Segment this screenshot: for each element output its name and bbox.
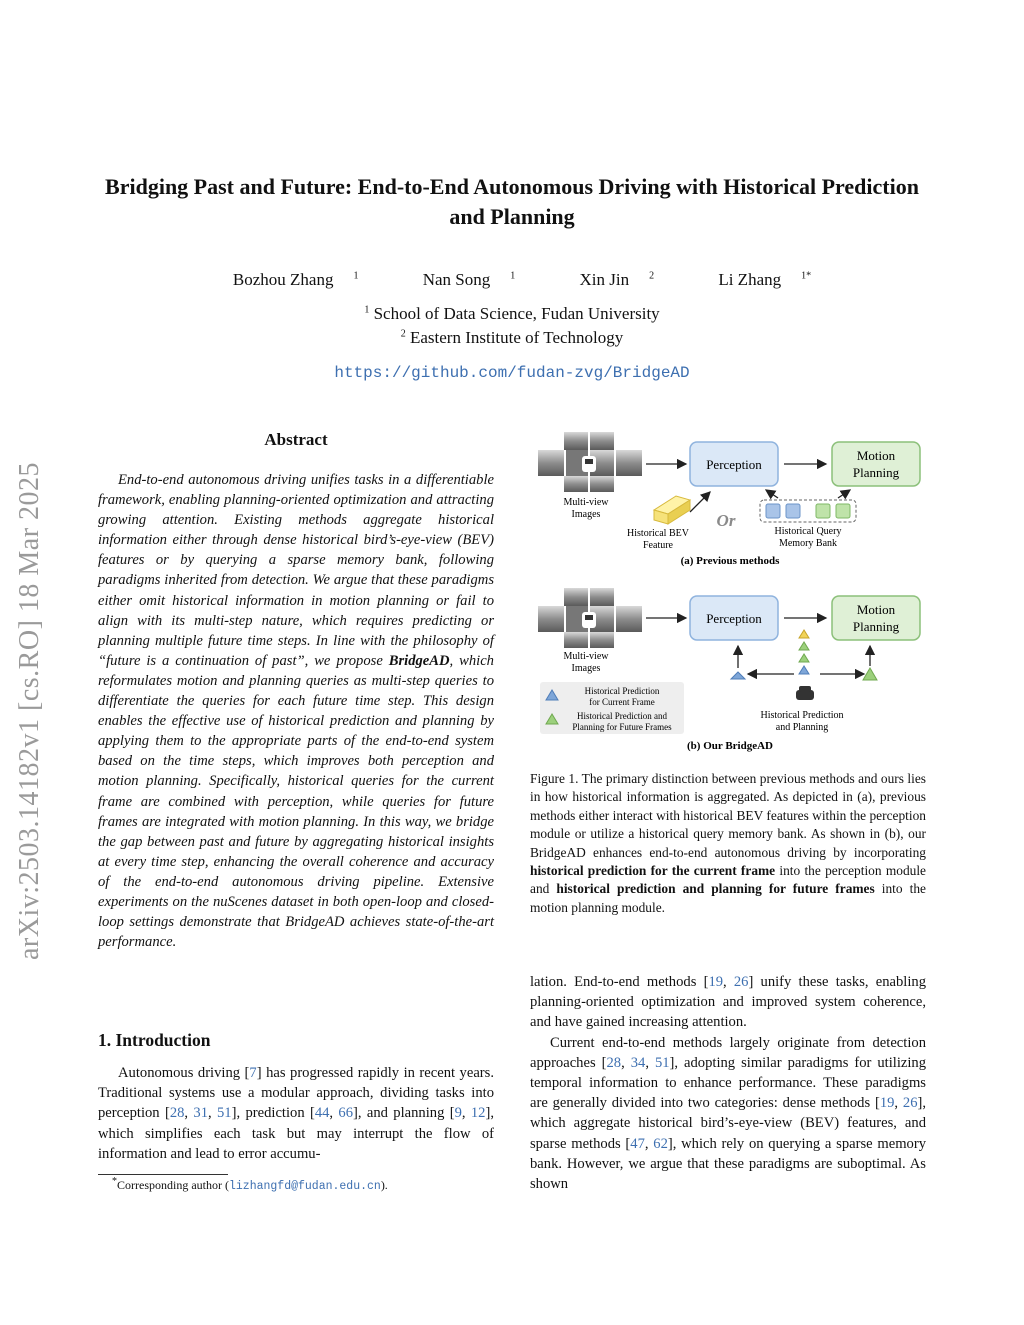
- legend-label: Historical Prediction: [584, 686, 660, 696]
- email-link[interactable]: lizhangfd@fudan.edu.cn: [228, 1180, 381, 1193]
- car-icon: [796, 686, 814, 700]
- paper-title: Bridging Past and Future: End-to-End Autonomous Driving with Historical Prediction and Planning: [105, 174, 919, 229]
- author: Bozhou Zhang $^1$: [232, 270, 359, 289]
- perception-label: Perception: [706, 457, 762, 472]
- memory-bank-label: Memory Bank: [778, 538, 838, 549]
- citation-link[interactable]: 28: [606, 1054, 622, 1071]
- citation-link[interactable]: 9: [454, 1105, 462, 1122]
- legend-label: Planning for Future Frames: [572, 722, 672, 732]
- citation-link[interactable]: 47: [630, 1135, 645, 1152]
- footnote: *Corresponding author (lizhangfd@fudan.edu.cn).: [112, 1176, 388, 1193]
- perception-label: Perception: [706, 611, 762, 626]
- multiview-images-icon: [538, 588, 642, 648]
- arxiv-stamp: arXiv:2503.14182v1 [cs.RO] 18 Mar 2025: [14, 461, 45, 960]
- citation-link[interactable]: 51: [654, 1054, 670, 1071]
- author: Nan Song $^1$: [422, 270, 516, 289]
- bev-label: Feature: [643, 540, 673, 551]
- citation-link[interactable]: 62: [653, 1135, 668, 1152]
- subfigure-a-label: (a) Previous methods: [680, 555, 780, 567]
- repo-link[interactable]: https://github.com/fudan-zvg/BridgeAD: [334, 364, 690, 382]
- footnote-rule: [98, 1174, 228, 1175]
- right-column-text: lation. End-to-end methods [19, 26] unify these tasks, enabling planning-oriented optimization and improved system coherence, and have gained increasing attention. Current end-to-end methods largely originate from detection approaches [28, 34, 51], adopting similar paradigms for utilizing temporal information to enhance performance. These paradigms are generally divided into two categories: dense methods [19, 26], which aggregate historical bird’s-eye-view (BEV) features, and sparse methods [47, 62], which rely on querying a sparse memory bank. However, we argue that these paradigms are suboptimal. As shown: [530, 974, 927, 1193]
- citation-link[interactable]: 34: [630, 1054, 646, 1071]
- motion-planning-label: Planning: [852, 619, 900, 634]
- citation-link[interactable]: 26: [902, 1095, 918, 1112]
- figure-caption: Figure 1. The primary distinction between previous methods and ours lies in how historical information is aggregated. As depicted in (a), previous methods either interact with historical BEV features within the perception module or utilize a historical query memory bank. As shown in (b), our BridgeAD enhances end-to-end autonomous driving by incorporating historical prediction for the current frame into the perception module and historical prediction and planning for future frames into the motion planning module.: [530, 771, 926, 915]
- citation-link[interactable]: 28: [169, 1105, 185, 1122]
- motion-planning-label: Planning: [852, 465, 900, 480]
- multiview-label: Images: [571, 663, 601, 674]
- hist-pred-label: Historical Prediction: [760, 710, 844, 721]
- bev-label: Historical BEV: [627, 528, 689, 539]
- memory-bank-label: Historical Query: [774, 526, 842, 537]
- multiview-label: Images: [571, 509, 601, 520]
- triangle-stack-icon: [799, 630, 809, 674]
- multiview-label: Multi-view: [563, 497, 609, 508]
- section-heading: 1. Introduction: [98, 1030, 211, 1050]
- abstract-body: End-to-end autonomous driving unifies tasks in a differentiable framework, enabling planning-oriented optimization and attracting growing attention. Existing methods aggregate historical information either through dense historical bird’s-eye-view (BEV) features or by querying a sparse memory bank, following paradigms inherited from detection. We argue that these paradigms either omit historical information in motion planning or fail to align with its multi-step nature, which requires predicting or planning multiple future time steps. In line with the philosophy of “future is a continuation of past”, we propose BridgeAD, which reformulates motion and planning queries as multi-step queries to differentiate the queries for each future time step. This design enables the effective use of historical prediction and planning by applying them to the appropriate parts of the end-to-end system based on the time steps, which improves both perception and motion planning. Specifically, historical queries for the current frame are combined with perception, while queries for future frames are integrated with motion planning. In this way, we bridge the gap between past and future by aggregating historical insights at every time step, enhancing the overall coherence and accuracy of the end-to-end autonomous driving pipeline. Extensive experiments on the nuScenes dataset in both open-loop and closed-loop settings demonstrate that BridgeAD achieves state-of-the-art performance.: [98, 472, 494, 951]
- citation-link[interactable]: 7: [249, 1065, 257, 1081]
- affiliation: $^1$ School of Data Science, Fudan University: [364, 304, 660, 323]
- or-label: Or: [716, 511, 736, 530]
- abstract-heading: Abstract: [264, 430, 328, 449]
- author: Li Zhang $^{1*}$: [718, 270, 812, 289]
- affiliation: $^2$ Eastern Institute of Technology: [400, 328, 624, 347]
- citation-link[interactable]: 26: [733, 974, 749, 990]
- intro-paragraph: Autonomous driving [7] has progressed rapidly in recent years. Traditional systems use a modular approach, dividing tasks into perception [28, 31, 51], prediction [44, 66], and planning [9, 12], which simplifies each task but may interrupt the flow of information and lead to error accumu-: [98, 1065, 494, 1162]
- citation-link[interactable]: 44: [314, 1105, 330, 1122]
- citation-link[interactable]: 31: [193, 1105, 208, 1122]
- citation-link[interactable]: 51: [217, 1105, 232, 1122]
- motion-planning-label: Motion: [856, 448, 896, 463]
- triangle-future-icon: [863, 668, 877, 680]
- legend-label: for Current Frame: [589, 697, 655, 707]
- multiview-label: Multi-view: [563, 651, 609, 662]
- subfigure-b-label: (b) Our BridgeAD: [687, 740, 773, 752]
- citation-link[interactable]: 12: [470, 1105, 486, 1122]
- legend-label: Historical Prediction and: [577, 711, 667, 721]
- bev-feature-icon: [654, 496, 690, 524]
- hist-pred-label: and Planning: [775, 722, 829, 733]
- citation-link[interactable]: 19: [708, 974, 724, 990]
- author-list: [0, 270, 1024, 290]
- author: Xin Jin $^2$: [579, 270, 655, 289]
- triangle-current-icon: [731, 672, 745, 679]
- citation-link[interactable]: 19: [879, 1095, 895, 1112]
- multiview-images-icon: [538, 432, 642, 492]
- figure-1: [530, 428, 930, 758]
- citation-link[interactable]: 66: [338, 1105, 354, 1122]
- motion-planning-label: Motion: [856, 602, 896, 617]
